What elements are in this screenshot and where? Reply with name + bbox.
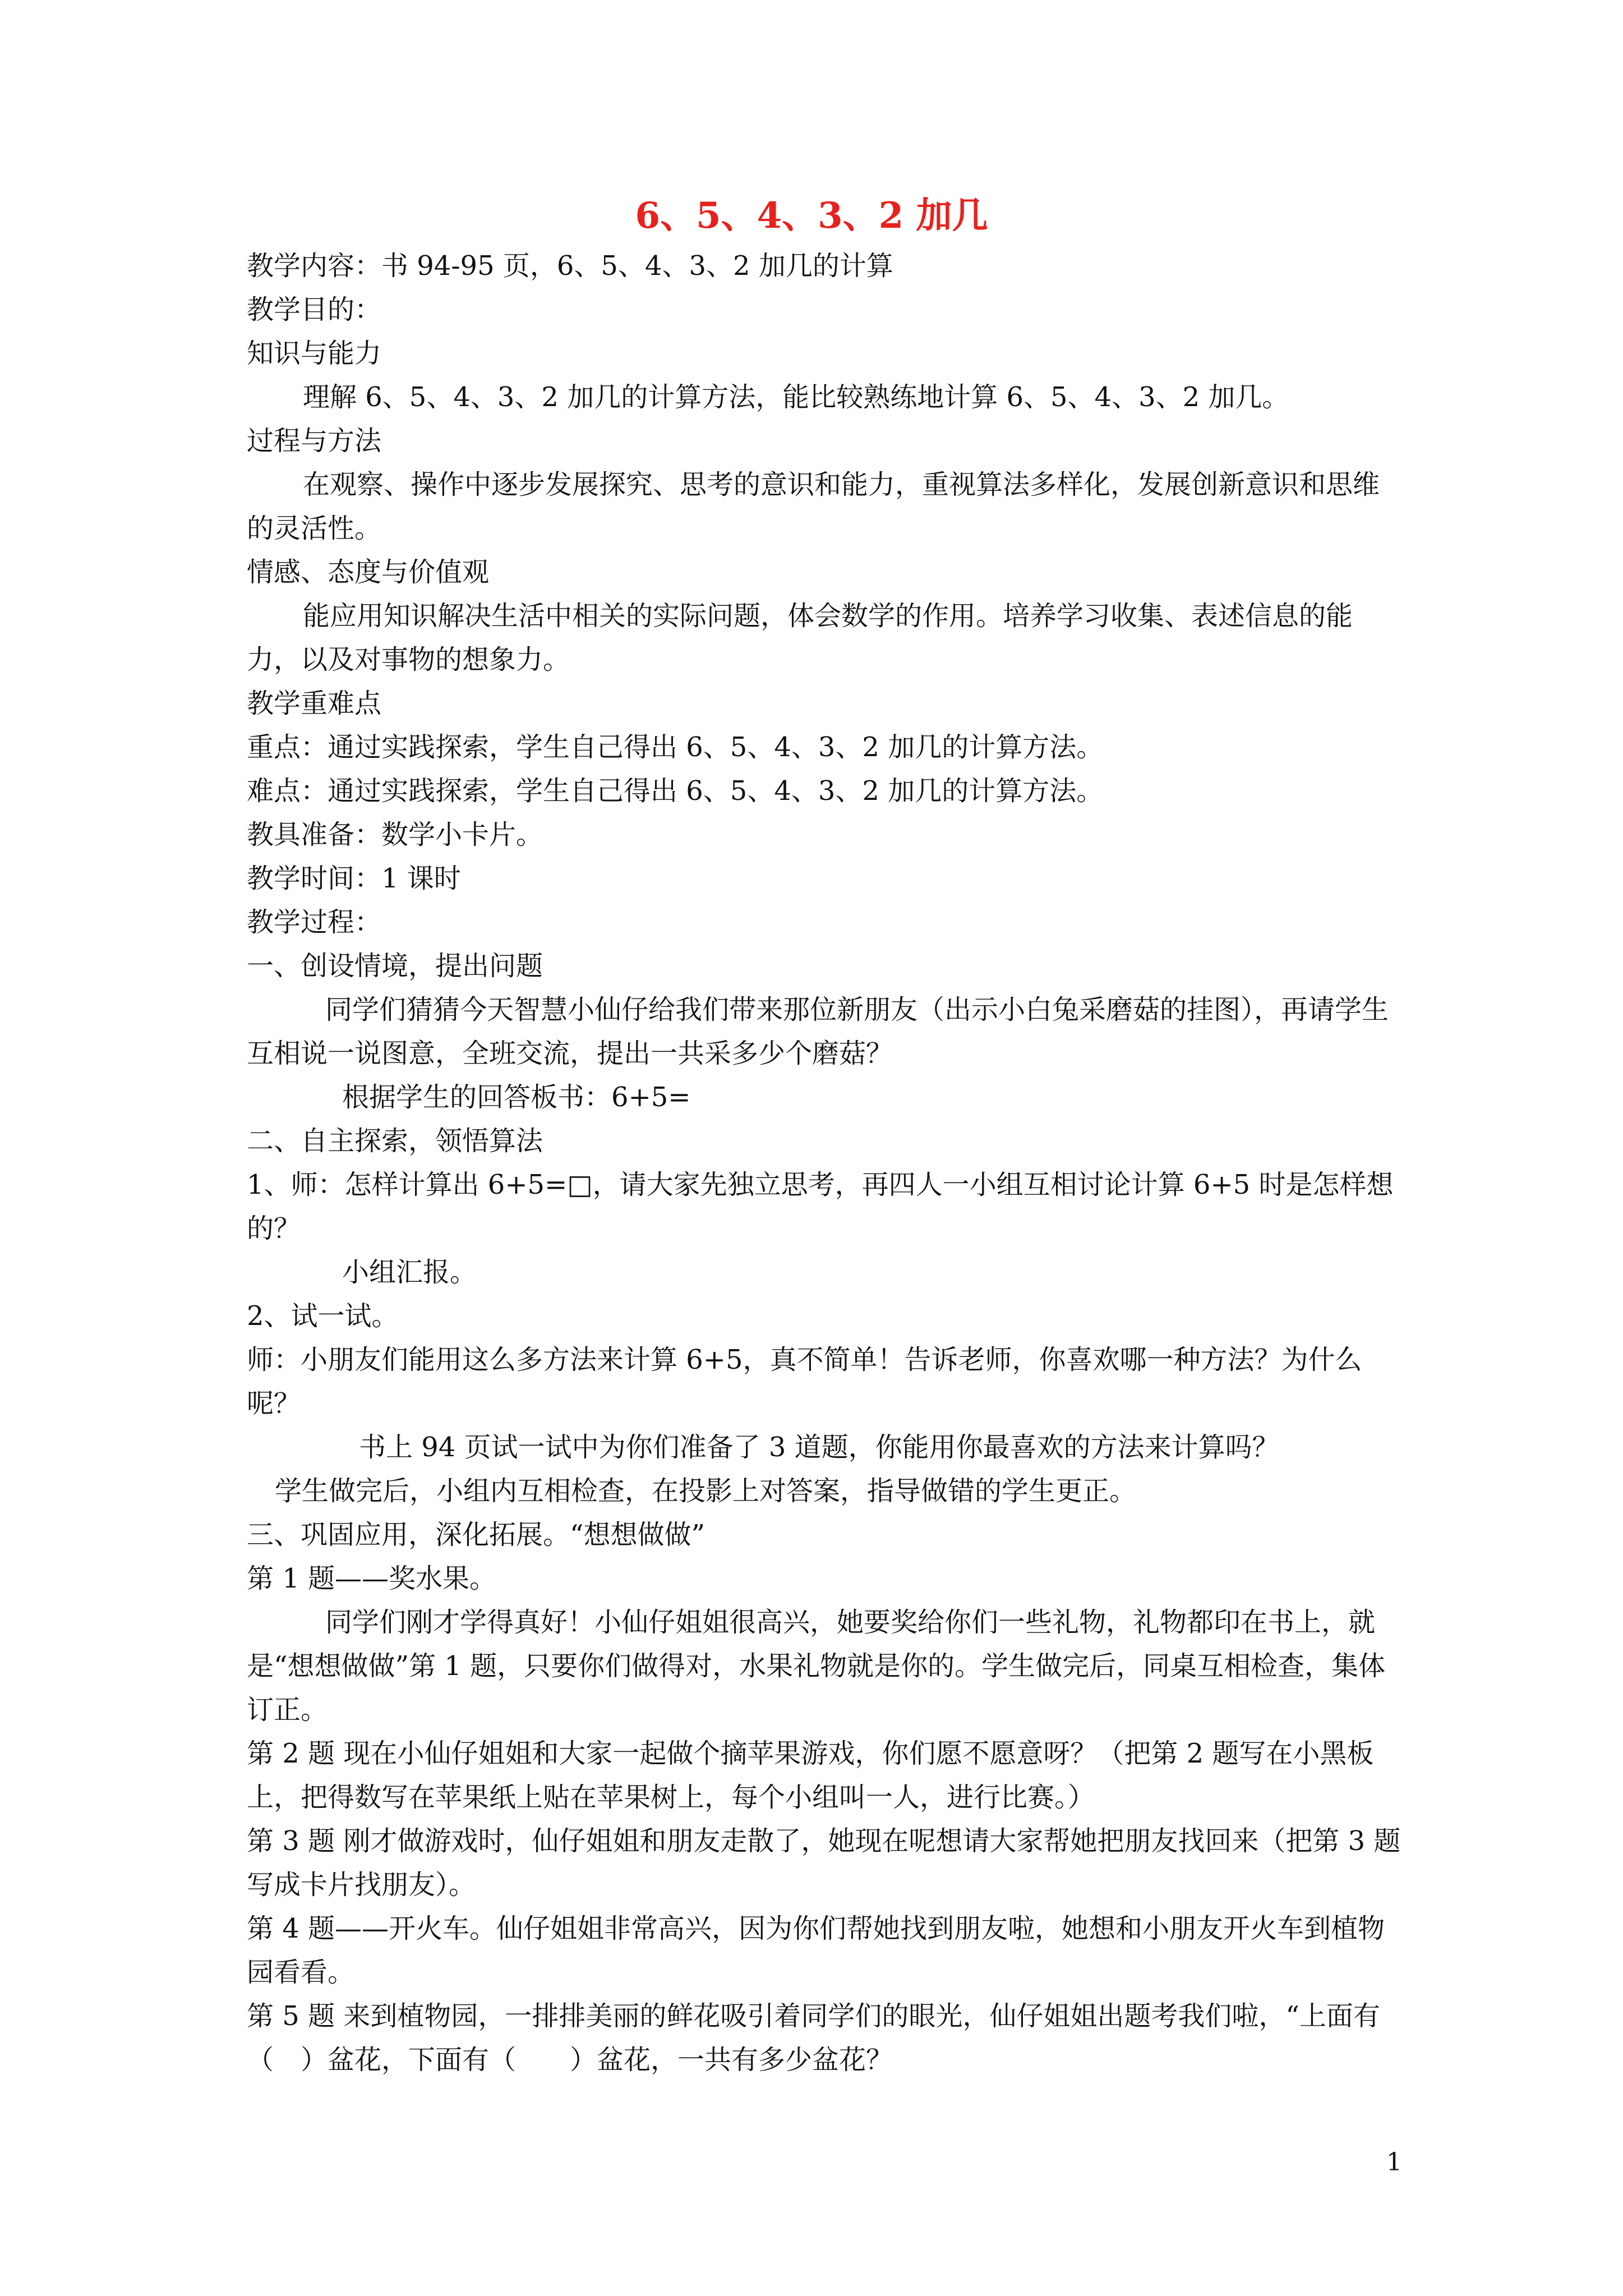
document-body bbox=[247, 244, 1402, 2082]
teaching-content: 教学内容：书 94-95 页，6、5、4、3、2 加几的计算 bbox=[247, 250, 893, 282]
board-writing-line: 根据学生的回答板书：6+5= bbox=[342, 1082, 691, 1113]
page-number: 1 bbox=[1386, 2148, 1402, 2177]
exercise-five-paragraph: 第 5 题 来到植物园，一排排美丽的鲜花吸引着同学们的眼光，仙仔姐姐出题考我们啦，“上面有（ ）盆花，下面有（ ）盆花，一共有多少盆花？ bbox=[247, 2000, 1380, 2076]
section-one-paragraph: 同学们猜猜今天智慧小仙仔给我们带来那位新朋友（出示小白兔采磨菇的挂图），再请学生互相说一说图意，全班交流，提出一共采多少个磨菇？ bbox=[247, 994, 1389, 1069]
try-exercise-line: 书上 94 页试一试中为你们准备了 3 道题，你能用你最喜欢的方法来计算吗？ bbox=[359, 1432, 1279, 1463]
step-one-paragraph: 1、师：怎样计算出 6+5=□，请大家先独立思考，再四人一小组互相讨论计算 6+5 时是怎样想的？ bbox=[247, 1169, 1394, 1244]
process-method-heading: 过程与方法 bbox=[247, 425, 382, 457]
section-two-heading: 二、自主探索，领悟算法 bbox=[247, 1125, 543, 1157]
section-one-heading: 一、创设情境，提出问题 bbox=[247, 950, 543, 982]
section-three-heading: 三、巩固应用，深化拓展。“想想做做” bbox=[247, 1519, 706, 1550]
difficult-point: 难点：通过实践探索，学生自己得出 6、5、4、3、2 加几的计算方法。 bbox=[247, 775, 1104, 807]
exercise-three-paragraph: 第 3 题 刚才做游戏时，仙仔姐姐和朋友走散了，她现在呢想请大家帮她把朋友找回来（把第 3 题写成卡片找朋友）。 bbox=[247, 1825, 1401, 1901]
student-check-line: 学生做完后，小组内互相检查，在投影上对答案，指导做错的学生更正。 bbox=[275, 1475, 1137, 1507]
process-method-text: 在观察、操作中逐步发展探究、思考的意识和能力，重视算法多样化，发展创新意识和思维的灵活性。 bbox=[247, 469, 1380, 544]
teaching-aids: 教具准备：数学小卡片。 bbox=[247, 819, 543, 850]
key-difficult-points-heading: 教学重难点 bbox=[247, 688, 382, 719]
emotion-values-text: 能应用知识解决生活中相关的实际问题，体会数学的作用。培养学习收集、表述信息的能力，以及对事物的想象力。 bbox=[247, 600, 1353, 675]
document-title: 6、5、4、3、2 加几 bbox=[635, 195, 988, 237]
exercise-one-heading: 第 1 题——奖水果。 bbox=[247, 1563, 497, 1594]
exercise-four-paragraph: 第 4 题——开火车。仙仔姐姐非常高兴，因为你们帮她找到朋友啦，她想和小朋友开火车到植物园看看。 bbox=[247, 1913, 1385, 1988]
exercise-one-paragraph: 同学们刚才学得真好！小仙仔姐姐很高兴，她要奖给你们一些礼物，礼物都印在书上，就是“想想做做”第 1 题，只要你们做得对，水果礼物就是你的。学生做完后，同桌互相检查，集体订正。 bbox=[247, 1607, 1386, 1726]
group-report-line: 小组汇报。 bbox=[342, 1257, 477, 1288]
emotion-values-heading: 情感、态度与价值观 bbox=[247, 556, 490, 588]
exercise-two-paragraph: 第 2 题 现在小仙仔姐姐和大家一起做个摘苹果游戏，你们愿不愿意呀？（把第 2 题写在小黑板上，把得数写在苹果纸上贴在苹果树上，每个小组叫一人，进行比赛。） bbox=[247, 1738, 1374, 1813]
teaching-process-heading: 教学过程： bbox=[247, 907, 382, 938]
knowledge-ability-text: 理解 6、5、4、3、2 加几的计算方法，能比较熟练地计算 6、5、4、3、2 加几。 bbox=[303, 381, 1289, 413]
teaching-time: 教学时间：1 课时 bbox=[247, 863, 461, 894]
step-two-heading: 2、试一试。 bbox=[247, 1300, 399, 1332]
teaching-objectives-heading: 教学目的： bbox=[247, 294, 382, 325]
key-point: 重点：通过实践探索，学生自己得出 6、5、4、3、2 加几的计算方法。 bbox=[247, 731, 1104, 763]
knowledge-ability-heading: 知识与能力 bbox=[247, 338, 382, 369]
teacher-question-paragraph: 师：小朋友们能用这么多方法来计算 6+5，真不简单！告诉老师，你喜欢哪一种方法？为什么呢？ bbox=[247, 1344, 1362, 1419]
